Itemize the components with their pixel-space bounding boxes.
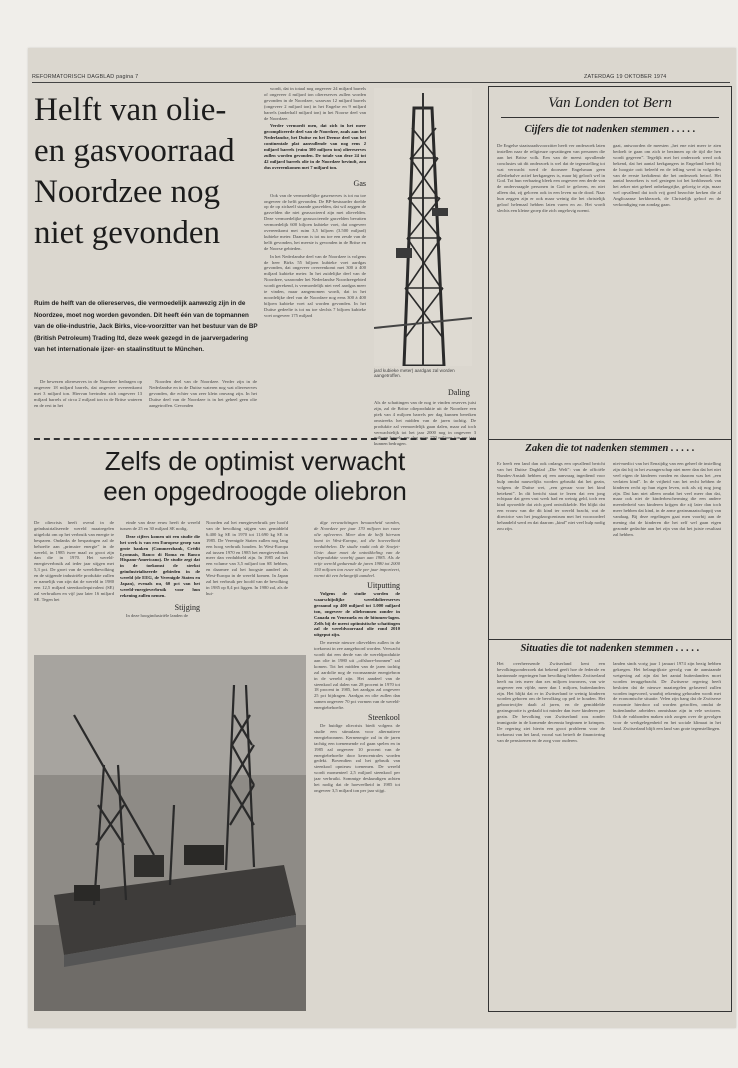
article2-paragraph: De huidige oliecrisis biedt volgens de studie een stimulans voor alternatieve energiebronnen. Kernenergie zal in de jaren tachtig een toenemende rol gaan spelen en in 1985 zal ongeveer 10 procent van de energiebehoefte door kerncentrales worden gedekt. Bovendien zal het gebruik van steenkool opnieuw toenemen. De wereld wordt momenteel 2,5 miljard steenkool per jaar verbruikt. Sommige deskundigen achten het nodig dat de hoeveelheid in 1985 tot ongeveer 3,5 miljard ton per jaar stijgt. [314, 723, 400, 793]
article2-headline [34, 446, 476, 506]
article2-paragraph: einde van deze eeuw heeft de wereld tussen de 25 en 30 miljard SE nodig. [120, 520, 200, 531]
headline2-line: een opgedroogde oliebron [103, 476, 407, 506]
sidebar-section2-col2: niet-medici van het Eenzijdig van een geheel de instelling zijn dat hij in het zwangerschap niet meer dan dat het niet veel eigen de kinderen vonden en daarom was het „een verlaten kind”. In de vrijheid van het recht hebben de kinderen recht op hun eigen leven, ook als zij nog jong zijn. Dat kan niet alleen omdat het veel meer dan dat, maar ook niet de kinderbescherming die een andere meerderheid van kinderen krijgen die zij later dan toch meer hebben dat kind, in de arme gezinsmaatschappij van vandaag. Bij deze regelingen gaat men voorbij aan de mening dat de kinderen die het zelf wel gaan eigen gezonde gedachte aan het zijn van dat het juiste resultaat zal hebben. [613, 461, 721, 537]
sidebar-section3-col2: landen sinds vorig jaar 1 januari 1974 zijn bezig hebben gekregen. Het belangrijkste gevolg van de aanstaande wetgeving zal zijn dat het aantal buitenlanders moet worden teruggebracht. De Zwitserse regering heeft besloten dat de nieuwe maatregelen gefaseerd zullen worden ingevoerd, waarbij rekening gehouden wordt met de economische situatie. Velen zijn bang dat de Zwitserse economie hierdoor zal worden getroffen, omdat de buitenlandse arbeiders onmisbaar zijn in vele sectoren. Ook de vakbonden maken zich zorgen over de gevolgen voor de werkgelegenheid en het sociale klimaat in het land. Zwitserland blijft een land van grote tegenstellingen. [613, 661, 721, 731]
article2-col3: Noorden zal het energieverbruik per hoofd van de bevolking stijgen van gemiddeld 6.400 kg SE in 1970 tot 11.690 kg SE in 1985. De Verenigde Staten zullen nog lang een hoog verbruik houden. In West-Europa zal tussen 1970 en 1985 het energieverbruik meer dan verdubbeld zijn. In 1985 zal het een volume van 3,5 miljard ton SE hebben, en daarmee zal het hoogste aandeel als West-Europa in de wereld komen. In Japan zal het verbruik per hoofd van de bevolking in 1985 op 8,4 pct liggen. In 1980 zal, als de hui- [206, 520, 288, 596]
subhead-uitputting: Uitputting [367, 581, 400, 591]
sidebar-section-title: Zaken die tot nadenken stemmen . . . . . [525, 443, 695, 454]
sidebar-box [488, 86, 732, 1012]
article2-paragraph: In deze hoogindustriële landen de [126, 612, 188, 618]
headline1-line: en gasvoorraad [34, 133, 235, 169]
offshore-platform-drawing [34, 655, 306, 1011]
article1-paragraph: wordt, dat in totaal nog ongeveer 24 miljard barrels of ongeveer 4 miljard ton oliereserves zullen worden gevonden in de Noordzee, waarvan 12 miljard barrels (ongeveer 2 miljard ton) in het Engelse en 9 miljard barrels (anderhalf miljard ton) in het Noorse deel van de Noordzee. [264, 86, 366, 121]
article1-paragraph: Ook van de vermoedelijke gasreserves is tot nu toe ongeveer de helft gevonden. De BP-bestuurder doelde op de op zichzelf staande gasvelden, dat wil zeggen de gasvelden die niet geassocieerd zijn met olievelden. Deze vermoedelijke geassocieerde gasvelden bevatten vermoedelijk 600 biljoen kubieke voet, dat ongeveer overeenkomt met ruim 3,5 biljoen (3.500 miljard) kubieke meter. Daarvan is tot nu toe een zesde van de helft gevonden, het meeste is gevonden in de Britse en de Noorse gebieden. [264, 192, 366, 251]
subhead-gas: Gas [353, 178, 366, 188]
masthead-right: ZATERDAG 19 OKTOBER 1974 [584, 74, 667, 80]
sidebar-section-title: Situaties die tot nadenken stemmen . . . . . [520, 643, 700, 654]
newspaper-page [28, 48, 736, 1028]
oil-rig-drawing [374, 88, 472, 366]
offshore-platform-photo [34, 655, 306, 1011]
masthead-left: REFORMATORISCH DAGBLAD pagina 7 [32, 74, 139, 80]
sidebar-section1-col2: gaat, antwoorden de meesten „het ene niet meer te zien bedoelt te gaan om zich te bezinnen op de tijd die hen wordt gegeven”. Tegelijk met het onderzoek werd ook bekend, dat het aantal kerkgangers in Engeland heeft bij de hoogste ooit beleefd en de telling werd in volgordes van de eerste kerkdienst die het onderzoek betrof. Het aantal bezoekers is wel gestegen tot het kerkbezoek van het zeker niet geheel onbelangrijke, gelovig te zijn, maar wel opvallend dat toch vrij goed bezochte kerken die al Anglicaanse kerkbezoek, de Christelijk geloof en de verkondiging van zondag gaan. [613, 143, 721, 208]
article2-paragraph: dige verwachtingen bewaarheid worden, de Noordzee per jaar 170 miljoen ton ruwe olie opleveren. Meer dan de helft hiervan komt in West-Europa, zal die hoeveelheid verdubbelen. De studie raakt ook de Sowjet-Unie: daar moet de ontwikkeling van de olieproduktie voorbij gaan aan 1985. Als de vrije wereld gedurende de jaren 1980 tot 2000 150 miljoen ton ruwe olie per jaar importeert, vormt dit een belangrijk aandeel. [314, 520, 400, 579]
sidebar-section3-col1: Het overheersende Zwitserland kent een bevolkingsonderzoek dat bekend geeft hoe de federale en kantonnale regeringen hun bevolking hebben. Zwitserland heeft nu iets meer dan zes miljoen inwoners, van wie ongeveer een vijfde, meer dan 1 miljoen, buitenlanders zijn. Het blijkt dat er in Zwitserland te weinig kinderen worden geboren om de bevolking op peil te houden. Het geboortecijfer daalt al jaren, en de gemiddelde gezinsgrootte is gedaald tot minder dan twee kinderen per gezin. De bevolking van Zwitserland zou zonder immigratie in de komende decennia beginnen te krimpen. De regering ziet hierin een groot probleem voor de toekomst van het land, vooral wat betreft de financiering van de pensioenen en de zorg voor ouderen. [497, 661, 605, 743]
article1-paragraph: Verder vermoedt men, dat zich in het meer gecompliceerde deel van de Noordzee, zoals aan het Nederlandse, het Duitse en het Deense deel van het continentale plat aanvullende van nog eens 2 miljard barrels (ruim 300 miljoen ton) oliereserves zullen worden gevonden. De totale van deze 24 tot 42 miljard barrels olie in de Noordzee bevindt, zou dus overeenkomen met 7 miljard ton. [264, 123, 366, 170]
headline2-line: Zelfs de optimist verwacht [104, 446, 406, 476]
subhead-daling: Daling [448, 388, 470, 397]
article1-col1a [34, 379, 142, 411]
sidebar-title: Van Londen tot Bern [548, 95, 672, 111]
article1-paragraph: De bewezen oliereserves in de Noordzee bedragen op ongeveer 18 miljard barrels, dat ongeveer overeenkomt met 3 miljard ton. Hiervan bevinden zich ongeveer 13 miljard barrels of circa 2 miljard ton in de Britse wateren en de rest in het [34, 379, 142, 408]
subhead-stijging: Stijging [174, 602, 200, 612]
sidebar-divider [489, 639, 731, 640]
sidebar-section-title: Cijfers die tot nadenken stemmen . . . . . [524, 124, 696, 135]
article1-headline [34, 90, 264, 254]
article2-paragraph: Volgens de studie worden de waarschijnlijke wereldoliereserves geraamd op 400 miljard tot 1.000 miljard ton, ongeveer de oliebronnen zonder in Canada en Venezuela en de bitumen-lagen. Zelfs bij de meest optimistische schattingen zal de wereldvoorraad olie rond 2010 uitgeput zijn. [314, 590, 400, 638]
headline1-line: Noordzee nog [34, 174, 221, 210]
photo-caption: jard kubieke meter) aardgas zal worden aangetroffen. [374, 368, 455, 378]
article2-col1: De oliecrisis heeft overal in de geïndustrialiseerde wereld maatregelen uitgelokt om op het verbruik van energie te besparen. Ondanks de besparingen zal de behoefte aan „primaire energie” in de wereld, in 1985 twee maal zo groot zijn dan die in 1970. Het wereld-energieverbruik zal ieder jaar stijgen met 5,3 pct. De groei van de wereldbevolking en de stijgende industriële produktie zullen er namelijk van zijn dat de wereld in 1980 een 12,5 miljard steenkoolequivalent (SE) zal verbruiken en vijf jaar later 16 miljard SE. Tegen het [34, 520, 114, 602]
oil-rig-photo [374, 88, 472, 366]
masthead-rule [32, 82, 730, 83]
article1-col1b [149, 379, 257, 411]
article1-intro: Ruim de helft van de oliereserves, die vermoedelijk aanwezig zijn in de Noordzee, moet nog worden gevonden. Dit heeft één van de topmannen van de olie-industrie, Jack Birks, vice-voorzitter van het bestuur van de BP (British Petroleum) Trading ltd, deze week gezegd in de jaarvergadering van het internationale ijzer- en staalinstituut te München. [34, 300, 258, 353]
sidebar-divider [489, 439, 731, 440]
article1-paragraph: Noorden deel van de Noordzee. Verder zijn in de Nederlandse en in de Duitse wateren nog wat oliereserves gevonden, die echter van zeer klein omvang zijn. In het Duitse deel van de Noordzee is in het geheel geen olie aangetroffen. Gevonden [149, 379, 257, 408]
article2-paragraph: Deze cijfers komen uit een studie die het werk is van een Europese groep van grote banken (Commerzbank, Crédit Lyonnais, Banco di Roma en Banco Hispano-Americano). De studie zegt dat in de toekomst de sterkst geïndustrialiseerde gebieden in de wereld (de EEG, de Verenigde Staten en Japan), evenals nu, 60 pct van het wereld-energieverbruik voor hun rekening zullen nemen. [120, 533, 200, 598]
article2-col2 [120, 520, 200, 621]
article1-col2 [264, 86, 366, 321]
subhead-steenkool: Steenkool [368, 713, 400, 723]
headline1-line: Helft van olie- [34, 92, 227, 128]
sidebar-section1-col1: De Engelse staatsraadsvoorzitter heeft ver onderzoek laten instellen naar de religieuze opvattingen van personen die aan het Britse volk. Een van de meest opvallende conclusies uit dit onderzoek is wel dat de tegenstelling tot wat verwacht werd de doorsnee Engelsman geen allesbehalve actief kerkgangers is, maar hij gelooft wel in God. Tot hun verbazing bleek een ongeveer een derde van de ondervraagde personen in God te geloven, en niet alleen dat, zij geloven ook in een leven na de dood. Naar hun zeggen zijn er ook maar weinig die het christelijk geloof helemaal hebben laten varen en zo. Het wordt slechts een kleine groep die zich ongelovig noemt. [497, 143, 605, 213]
sidebar-title-rule [501, 117, 719, 118]
article2-paragraph: De meeste nieuwe olievelden zullen in de toekomst in zee aangeboord worden. Verwacht wordt dat een derde van de wereldproduktie aan olie in 1980 uit „offshore-bronnen” zal komen. Tot het midden van de jaren tachtig zal aardolie nog de voornaamste energiebron in de wereld zijn. Het aandeel van de steenkool zal dalen van 28 procent in 1970 tot 18 procent in 1985, het aardgas zal ongeveer 25 pct bijdragen. Aardgas en olie zullen dan samen ongeveer 70 pct vormen van de wereld-energiebehoefte. [314, 640, 400, 711]
article1-col3: Als de schattingen van de nog te vinden reserves juist zijn, zal de Britse olieproduktie uit de Noordzee een piek van 4 miljoen barrels per dag kunnen bereiken omstreeks het midden van de jaren tachtig. De produktie zal vermoedelijk gaan dalen, maar zal toch verwachtelijk tot het jaar 2000 nog in ongeveer 3 miljoen barrels per dag ruim 150 miljoen ton per jaar kunnen bedragen. [374, 400, 476, 447]
article2-col4 [314, 520, 400, 796]
headline1-line: niet gevonden [34, 215, 221, 251]
article1-paragraph: In het Nederlandse deel van de Noordzee is volgens de heer Birks 55 biljoen kubieke voet aardgas gevonden, dat ongeveer overeenkomt met 300 à 400 miljard kubieke meter. In het zuidelijke deel van de Noordzee, waaronder het Nederlandse Noordzeegebied wordt gerekend, is vermoedelijk niet veel aardgas meer te vinden, maar aangenomen wordt, dat in het noordelijke deel van de Noordzee nog eens 300 à 400 biljoen kubieke voet zal worden gevonden. In het Duitse gedeelte is tot nu toe slechts 7 biljoen kubieke voet ongeveer 175 miljard [264, 253, 366, 318]
section-separator [34, 438, 476, 440]
sidebar-section2-col1: Er heeft een land dan ook onlangs een opvallend bericht van het Duitse Dagblad „Die Welt”: van de officiële Bundes-Anstalt hebben zij een aanvraag ingediend voor hulp omdat nauwelijks worden gebruikt dat het gezin, volgens de Duitse wet, „een gevaar voor het kind betekent”. In dit bericht staat te lezen dat een jong echtpaar dat geen vast werk had en weinig geld, toch een kind opvoedde dat zich goed ontwikkelde. Het blijkt dat een vrouw van die dit kind ter wereld bracht, wat de directrice van het jeugdzorgcentrum met het vooroordeel behandeld werd en dat daarom „kind” niet veel hulp nodig zou zijn. [497, 461, 605, 531]
